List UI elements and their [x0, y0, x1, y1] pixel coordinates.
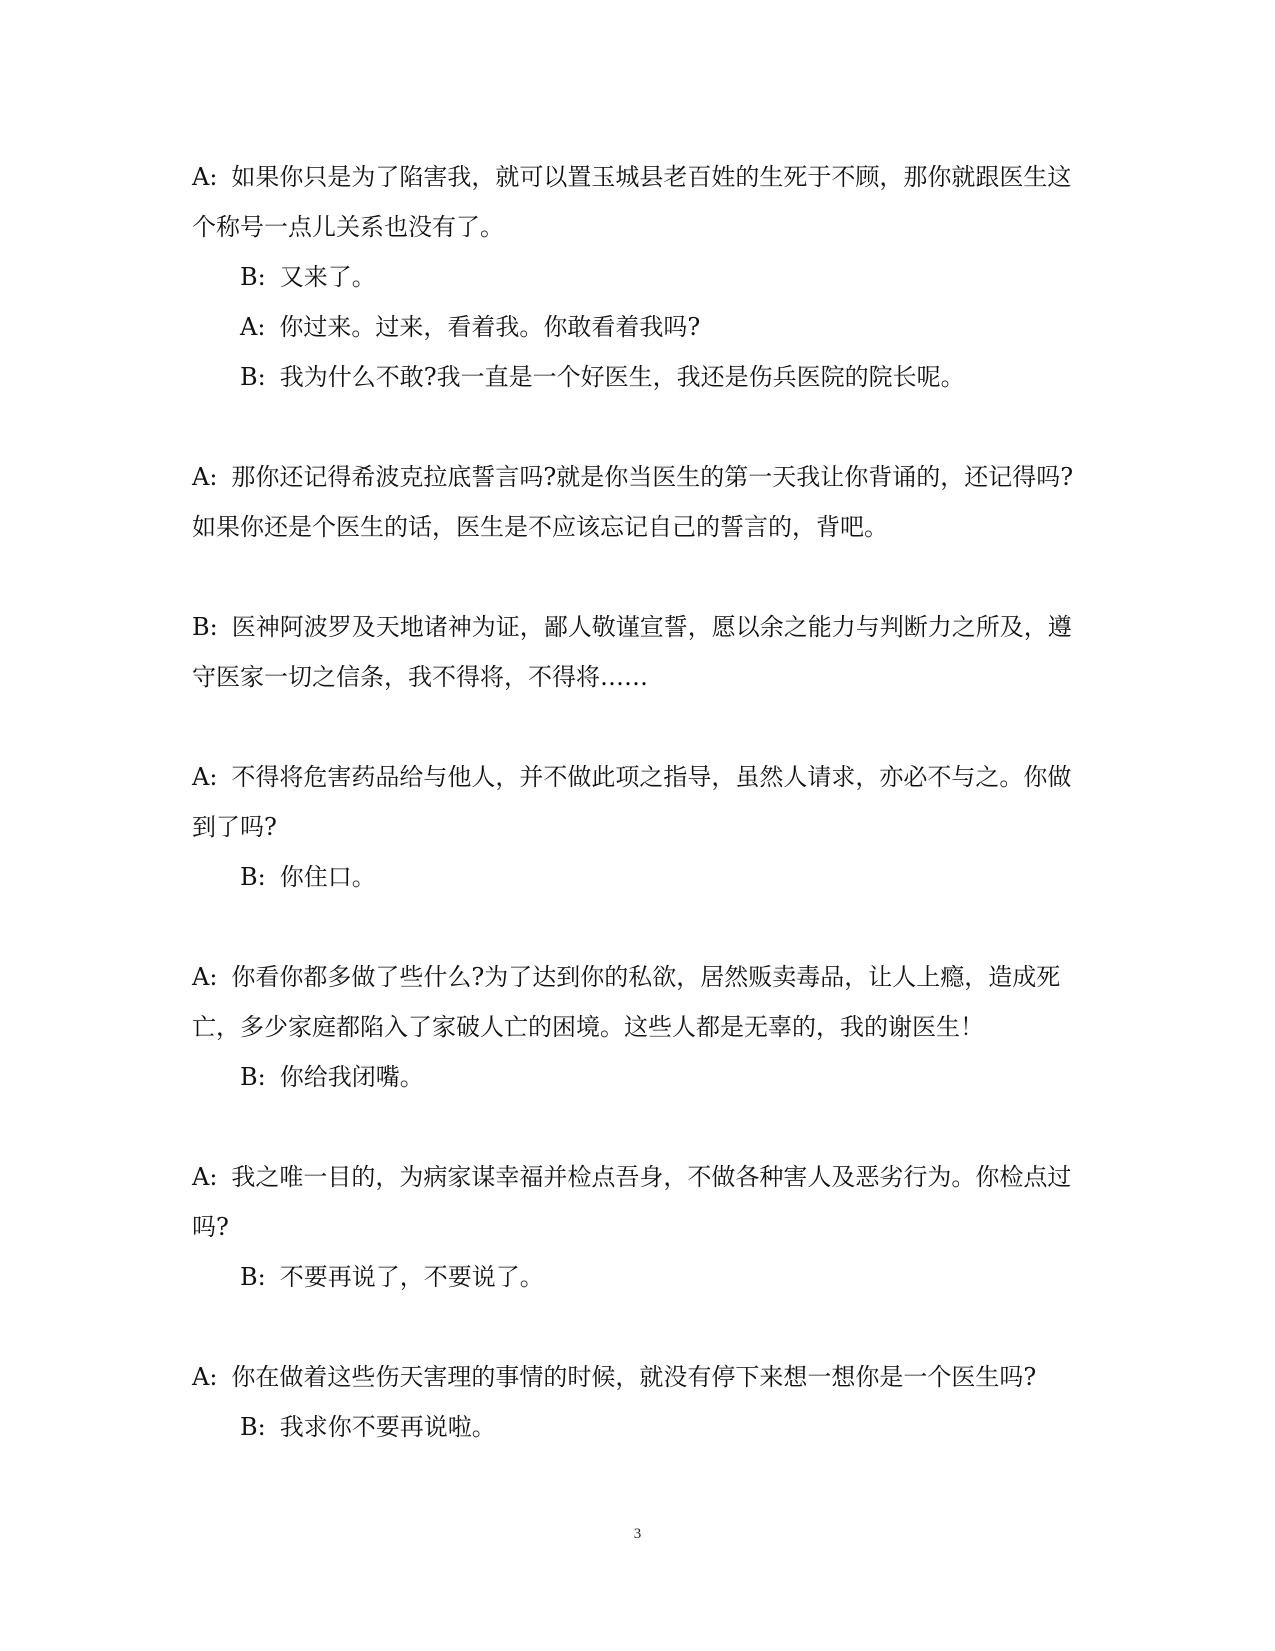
dialogue-line-a [192, 1152, 1084, 1252]
dialogue-line-b [192, 852, 1084, 902]
speaker-label: A: [192, 763, 218, 791]
dialogue-text: 又来了。 [279, 263, 376, 291]
dialogue-text: 我为什么不敢?我一直是一个好医生，我还是伤兵医院的院长呢。 [279, 363, 965, 391]
dialogue-line-a [192, 952, 1084, 1052]
dialogue-line-a [192, 752, 1084, 852]
speaker-label: A: [240, 313, 266, 341]
speaker-label: B: [240, 363, 266, 391]
dialogue-text: 我求你不要再说啦。 [279, 1413, 496, 1441]
dialogue-line-b [192, 1402, 1084, 1452]
dialogue-text: 不得将危害药品给与他人，并不做此项之指导，虽然人请求，亦必不与之。你做到了吗? [192, 763, 1072, 841]
dialogue-line-b [192, 352, 1084, 402]
dialogue-text: 你给我闭嘴。 [279, 1063, 424, 1091]
dialogue-text: 你住口。 [279, 863, 376, 891]
dialogue-body [192, 152, 1084, 1452]
dialogue-line-b [192, 1252, 1084, 1302]
speaker-label: A: [192, 963, 218, 991]
dialogue-line-b [192, 602, 1084, 702]
dialogue-line-a [192, 302, 1084, 352]
dialogue-text: 你过来。过来，看着我。你敢看着我吗? [279, 313, 701, 341]
page-number: 3 [633, 1526, 642, 1542]
dialogue-line-b [192, 1052, 1084, 1102]
dialogue-text: 不要再说了，不要说了。 [279, 1263, 544, 1291]
dialogue-line-a [192, 1352, 1084, 1402]
speaker-label: B: [240, 863, 266, 891]
speaker-label: A: [192, 463, 218, 491]
speaker-label: A: [192, 1163, 218, 1191]
dialogue-text: 我之唯一目的，为病家谋幸福并检点吾身，不做各种害人及恶劣行为。你检点过吗? [192, 1163, 1072, 1241]
dialogue-text: 如果你只是为了陷害我，就可以置玉城县老百姓的生死于不顾，那你就跟医生这个称号一点儿关系也没有了。 [192, 163, 1072, 241]
speaker-label: B: [240, 1413, 266, 1441]
dialogue-text: 你看你都多做了些什么?为了达到你的私欲，居然贩卖毒品，让人上瘾，造成死亡，多少家庭都陷入了家破人亡的困境。这些人都是无辜的，我的谢医生！ [192, 963, 1061, 1041]
speaker-label: B: [240, 1263, 266, 1291]
speaker-label: A: [192, 163, 218, 191]
dialogue-text: 那你还记得希波克拉底誓言吗?就是你当医生的第一天我让你背诵的，还记得吗?如果你还是个医生的话，医生是不应该忘记自己的誓言的，背吧。 [192, 463, 1074, 541]
dialogue-line-a [192, 152, 1084, 252]
speaker-label: B: [192, 613, 218, 641]
dialogue-line-b [192, 252, 1084, 302]
dialogue-line-a [192, 452, 1084, 552]
dialogue-text: 医神阿波罗及天地诸神为证，鄙人敬谨宣誓，愿以余之能力与判断力之所及，遵守医家一切之信条，我不得将，不得将…… [192, 613, 1072, 691]
speaker-label: A: [192, 1363, 218, 1391]
speaker-label: B: [240, 263, 266, 291]
speaker-label: B: [240, 1063, 266, 1091]
dialogue-text: 你在做着这些伤天害理的事情的时候，就没有停下来想一想你是一个医生吗? [231, 1363, 1037, 1391]
